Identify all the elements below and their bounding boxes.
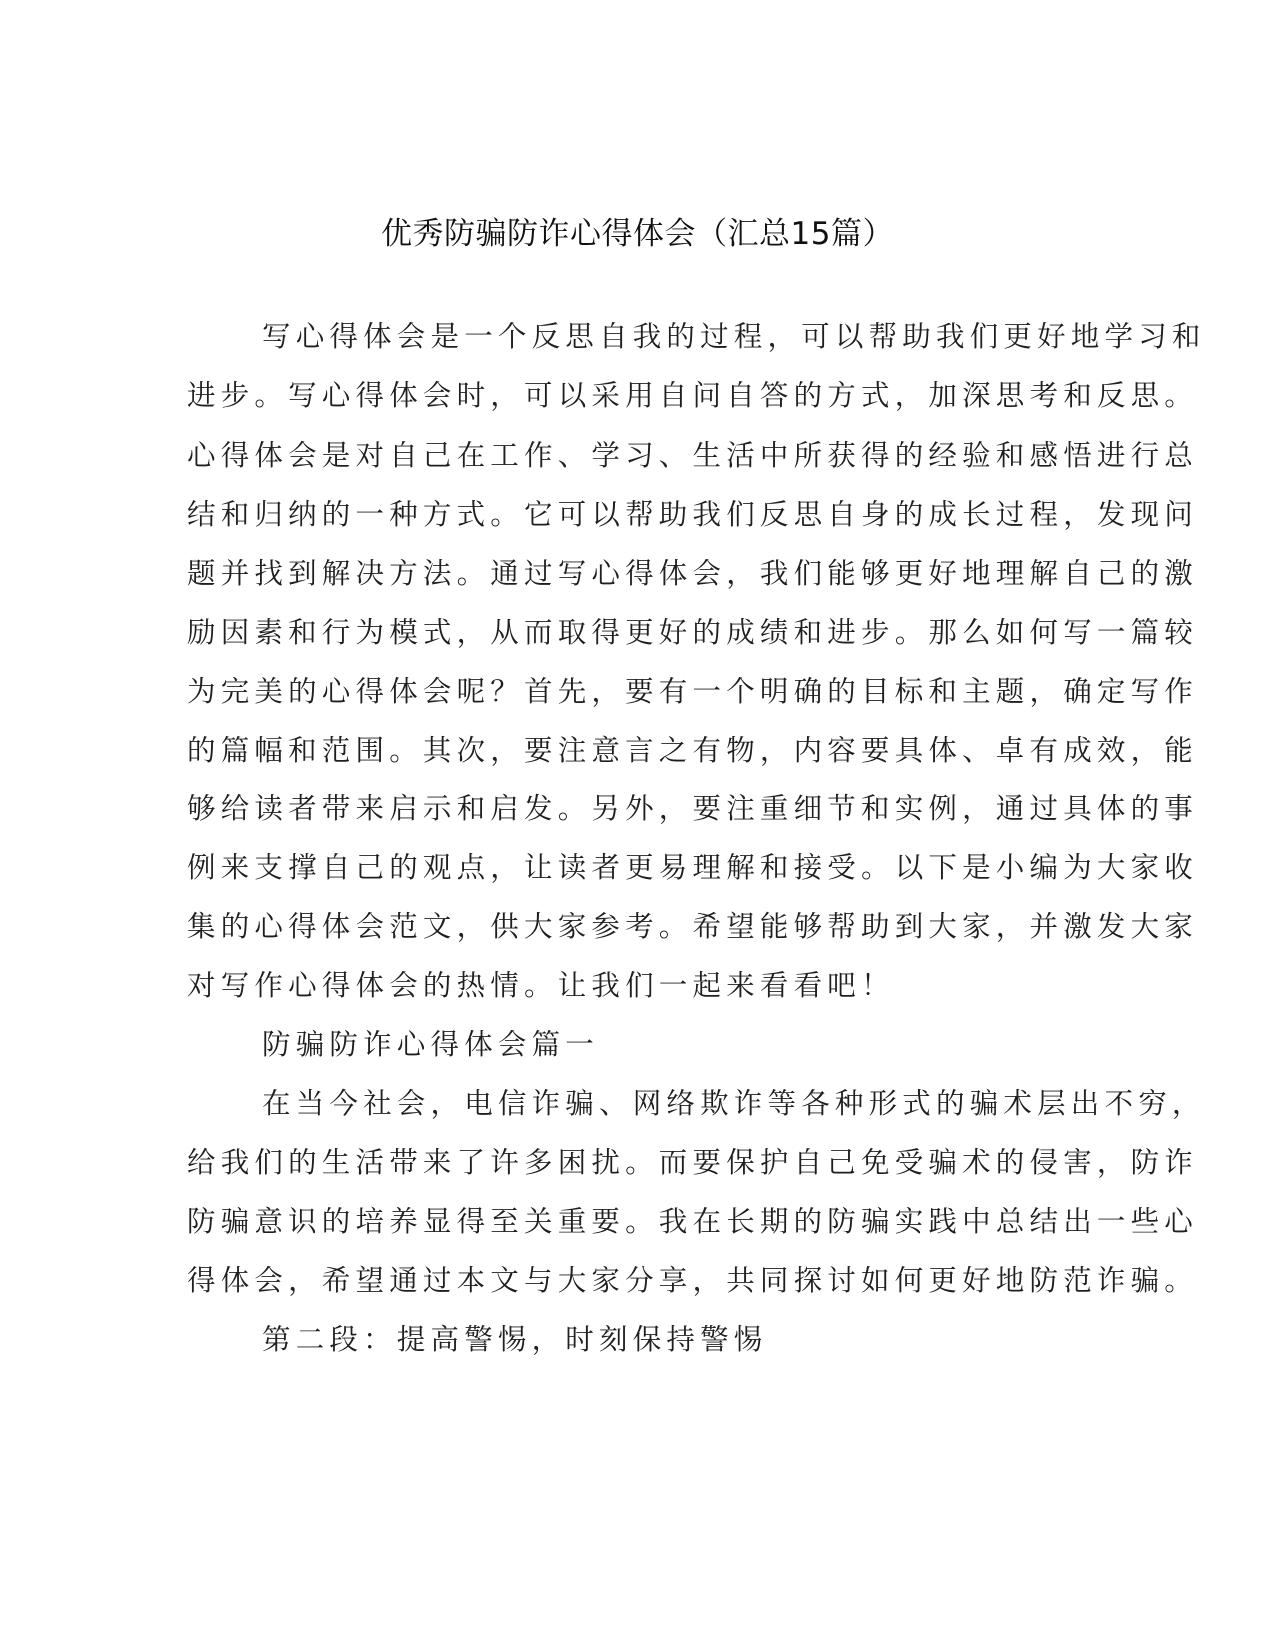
intro-line: 的篇幅和范围。其次，要注意言之有物，内容要具体、卓有成效，能 xyxy=(187,734,1199,767)
section-line: 在当今社会，电信诈骗、网络欺诈等各种形式的骗术层出不穷， xyxy=(262,1087,1206,1120)
intro-line: 对写作心得体会的热情。让我们一起来看看吧！ xyxy=(187,969,895,1002)
subheading: 第二段：提高警惕，时刻保持警惕 xyxy=(262,1323,768,1356)
intro-line: 题并找到解决方法。通过写心得体会，我们能够更好地理解自己的激 xyxy=(187,557,1199,590)
section-heading: 防骗防诈心得体会篇一 xyxy=(262,1028,600,1061)
intro-line: 结和归纳的一种方式。它可以帮助我们反思自身的成长过程，发现问 xyxy=(187,498,1199,531)
section-line: 得体会，希望通过本文与大家分享，共同探讨如何更好地防范诈骗。 xyxy=(187,1264,1199,1297)
intro-line: 够给读者带来启示和启发。另外，要注重细节和实例，通过具体的事 xyxy=(187,792,1199,825)
intro-line: 例来支撑自己的观点，让读者更易理解和接受。以下是小编为大家收 xyxy=(187,851,1199,884)
intro-line: 励因素和行为模式，从而取得更好的成绩和进步。那么如何写一篇较 xyxy=(187,616,1199,649)
section-line: 给我们的生活带来了许多困扰。而要保护自己免受骗术的侵害，防诈 xyxy=(187,1146,1199,1179)
section-line: 防骗意识的培养显得至关重要。我在长期的防骗实践中总结出一些心 xyxy=(187,1205,1199,1238)
intro-line: 写心得体会是一个反思自我的过程，可以帮助我们更好地学习和 xyxy=(262,320,1206,353)
page-title: 优秀防骗防诈心得体会（汇总15篇） xyxy=(381,216,894,252)
intro-line: 进步。写心得体会时，可以采用自问自答的方式，加深思考和反思。 xyxy=(187,379,1199,412)
intro-line: 集的心得体会范文，供大家参考。希望能够帮助到大家，并激发大家 xyxy=(187,910,1199,943)
intro-line: 心得体会是对自己在工作、学习、生活中所获得的经验和感悟进行总 xyxy=(187,439,1199,472)
intro-line: 为完美的心得体会呢？首先，要有一个明确的目标和主题，确定写作 xyxy=(187,675,1199,708)
